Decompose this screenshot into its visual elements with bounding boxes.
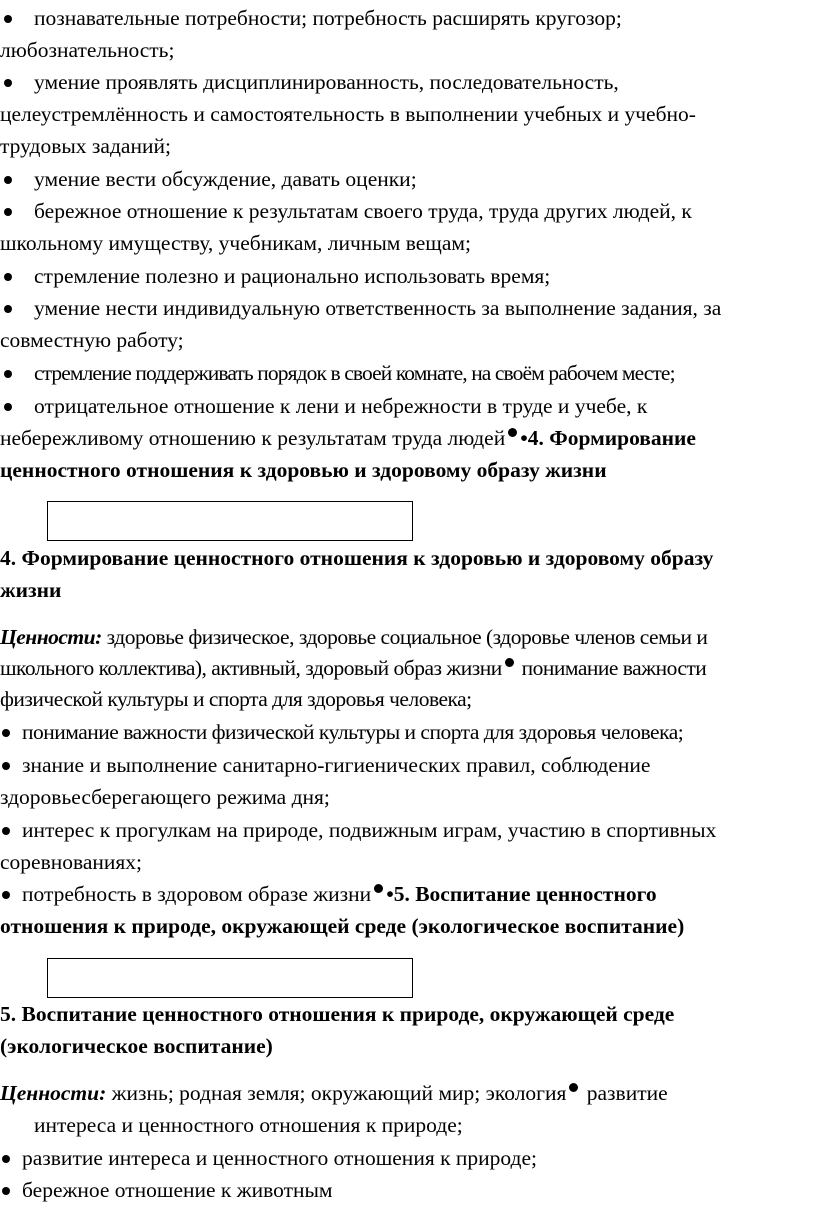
list-item-text: знание и выполнение санитарно-гигиенических правил, соблюдение [22,753,651,777]
list-item-continuation [0,781,330,813]
list-item-text: понимание важности физической культуры и спорта для здоровья человека; [22,720,684,744]
list-item-text: здоровьесберегающего режима дня; [0,785,330,809]
values-paragraph-continuation [0,652,706,684]
bullet-icon [0,878,22,910]
bullet-icon [0,716,22,748]
list-item-text: небережливому отношению к результатам труда людей [0,426,506,450]
section-heading-text: жизни [0,578,62,602]
list-item-text: отрицательное отношение к лени и небрежности в труде и учебе, к [34,394,648,418]
inline-heading: •5. Воспитание ценностного [386,882,657,906]
list-item-continuation [0,324,184,356]
inline-heading-text: ценностного отношения к здоровью и здоровому образу жизни [0,458,607,482]
inline-heading-continuation [0,454,607,486]
values-paragraph-continuation [0,683,472,715]
list-item-text: трудовых заданий; [0,134,171,158]
list-item-text: стремление полезно и рационально использовать время; [34,264,551,288]
list-item [0,390,647,422]
section-heading-text: (экологическое воспитание) [0,1034,273,1058]
inline-heading-continuation [0,910,684,942]
list-item [0,878,657,910]
bullet-icon [0,260,34,292]
list-item [0,749,650,781]
section-heading [0,998,674,1030]
bullet-icon [0,749,22,781]
list-item-text: стремление поддерживать порядок в своей комнате, на своём рабочем месте; [34,361,675,385]
bullet-icon [374,884,383,893]
list-item-text: целеустремлённость и самостоятельность в выполнении учебных и учебно- [0,102,696,126]
section-heading-continuation [0,1030,273,1062]
list-item [0,1174,333,1206]
bullet-icon [0,66,34,98]
bullet-icon [0,390,34,422]
section-heading-text: 5. Воспитание ценностного отношения к природе, окружающей среде [0,1002,675,1026]
bullet-icon [0,357,34,389]
list-item [0,1142,537,1174]
values-text: жизнь; родная земля; окружающий мир; экология [106,1081,567,1105]
bullet-icon [0,814,22,846]
list-item-text: познавательные потребности; потребность расширять кругозор; [34,6,622,30]
list-item [0,195,692,227]
list-item-continuation [0,422,696,454]
bullet-icon [0,163,34,195]
values-text: интереса и ценностного отношения к природе; [34,1113,463,1137]
list-item-continuation [0,227,471,259]
values-label: Ценности: [0,625,102,649]
list-item [0,163,417,195]
values-paragraph [0,621,707,653]
list-item-text: любознательность; [0,38,175,62]
list-item-continuation [0,34,174,66]
bullet-icon [0,195,34,227]
list-item-text: соревнованиях; [0,850,143,874]
values-paragraph-continuation [34,1109,463,1141]
list-item [0,716,683,748]
list-item [0,260,550,292]
list-item [0,814,716,846]
inline-heading-text: отношения к природе, окружающей среде (экологическое воспитание) [0,914,685,938]
list-item-text: бережное отношение к результатам своего труда, труда других людей, к [34,199,692,223]
values-text: школьного коллектива), активный, здоровый образ жизни [0,656,502,680]
values-text: развитие [581,1081,668,1105]
values-text: здоровье физическое, здоровье социальное (здоровье членов семьи и [101,625,708,649]
values-text: физической культуры и спорта для здоровья человека; [0,687,472,711]
list-item [0,357,675,389]
section-heading-continuation [0,574,61,606]
bullet-icon [505,658,514,667]
list-item [0,66,619,98]
list-item-text: развитие интереса и ценностного отношения к природе; [22,1146,538,1170]
values-paragraph [0,1077,668,1109]
list-item-continuation [0,846,142,878]
list-item-text: умение проявлять дисциплинированность, последовательность, [34,70,619,94]
list-item [0,292,721,324]
bullet-icon [569,1083,578,1092]
bullet-icon [0,2,34,34]
blank-box [47,501,413,541]
blank-box [47,958,413,998]
list-item-text: умение вести обсуждение, давать оценки; [34,167,417,191]
inline-heading: •4. Формирование [520,426,696,450]
list-item-continuation [0,98,696,130]
list-item-text: совместную работу; [0,328,184,352]
list-item-text: бережное отношение к животным [22,1178,333,1202]
list-item-text: школьному имуществу, учебникам, личным вещам; [0,231,471,255]
section-heading-text: 4. Формирование ценностного отношения к здоровью и здоровому образу [0,546,714,570]
section-heading [0,542,713,574]
bullet-icon [0,292,34,324]
bullet-icon [508,428,517,437]
bullet-icon [0,1174,22,1206]
list-item [0,2,622,34]
list-item-text: интерес к прогулкам на природе, подвижным играм, участию в спортивных [22,818,717,842]
values-label: Ценности: [0,1081,107,1105]
list-item-continuation [0,130,171,162]
bullet-icon [0,1142,22,1174]
values-text: понимание важности [516,656,707,680]
list-item-text: умение нести индивидуальную ответственность за выполнение задания, за [34,296,722,320]
list-item-text: потребность в здоровом образе жизни [22,882,372,906]
